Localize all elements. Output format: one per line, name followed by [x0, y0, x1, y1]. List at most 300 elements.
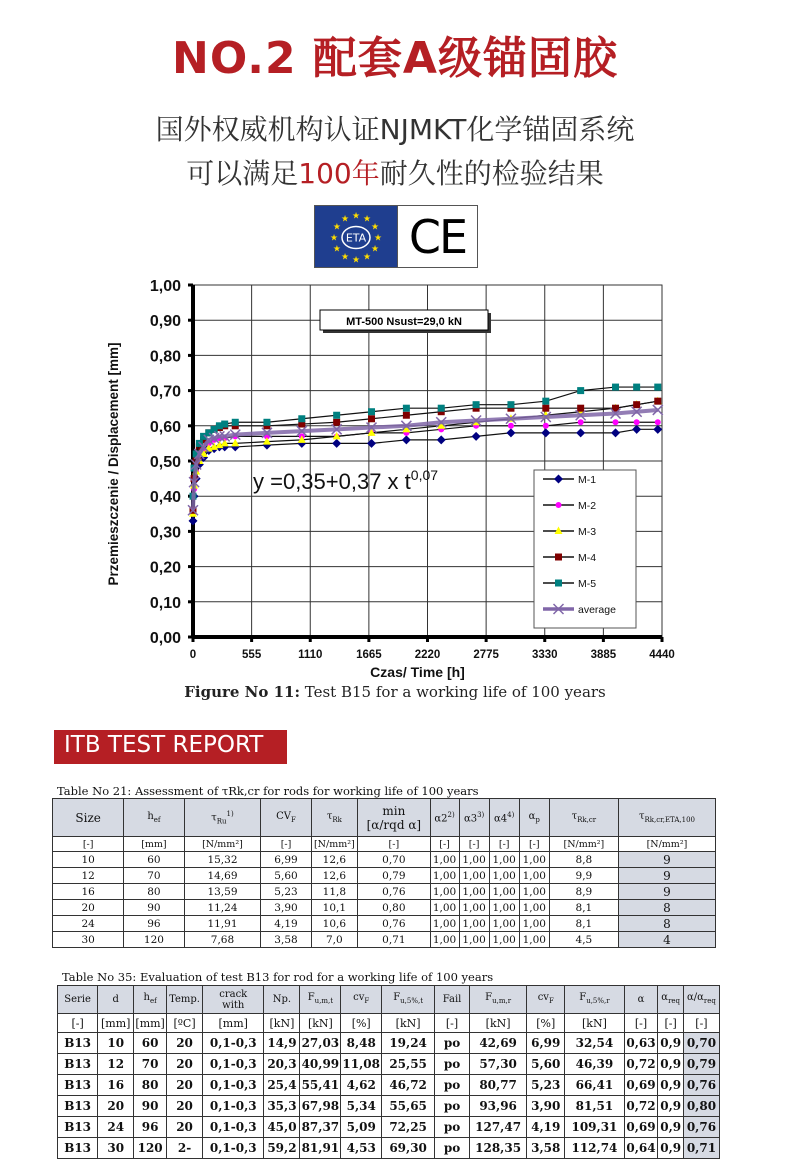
table21-caption: Table No 21: Assessment of τRk,cr for rods for working life of 100 years: [57, 784, 479, 798]
unit-cell: [N/mm²]: [618, 837, 715, 852]
unit-cell: [kN]: [565, 1014, 624, 1033]
table-cell: 9: [618, 852, 715, 868]
column-header: α2$^{2)}$: [430, 799, 459, 837]
table-cell: 1,00: [519, 852, 549, 868]
unit-cell: [-]: [430, 837, 459, 852]
table-cell: 20: [167, 1096, 203, 1117]
unit-cell: [%]: [341, 1014, 382, 1033]
table-cell: 127,47: [470, 1117, 527, 1138]
table-cell: po: [435, 1138, 470, 1159]
table-row: [53, 916, 716, 932]
chart-legend: [534, 470, 636, 628]
x-tick-label: 3330: [531, 649, 558, 661]
displacement-chart: [100, 270, 700, 710]
unit-cell: [%]: [527, 1014, 565, 1033]
table-cell: 12: [98, 1054, 134, 1075]
unit-cell: [-]: [489, 837, 519, 852]
fit-equation: y =0,35+0,37 x $t^{0,07}$: [253, 467, 439, 494]
table-cell: B13: [58, 1117, 98, 1138]
x-tick-label: 2775: [473, 649, 499, 661]
table-cell: 16: [53, 884, 124, 900]
column-header: $\alpha_p$: [519, 799, 549, 837]
table-cell: 1,00: [430, 900, 459, 916]
table-cell: 35,3: [264, 1096, 300, 1117]
table-cell: 32,54: [565, 1033, 624, 1054]
table-row: [58, 1033, 720, 1054]
column-header: Np.: [264, 986, 300, 1014]
table-cell: 11,24: [184, 900, 261, 916]
table-cell: 24: [98, 1117, 134, 1138]
table-cell: 3,90: [527, 1096, 565, 1117]
table-cell: 8: [618, 916, 715, 932]
legend-label: M-4: [578, 552, 597, 564]
table-cell: B13: [58, 1075, 98, 1096]
table-cell: po: [435, 1096, 470, 1117]
table-cell: 0,80: [358, 900, 430, 916]
y-tick-label: 0,10: [149, 594, 181, 612]
table-cell: 15,32: [184, 852, 261, 868]
table-cell: 1,00: [430, 932, 459, 948]
table-cell: 120: [124, 932, 184, 948]
table-cell: 0,76: [683, 1075, 719, 1096]
table-cell: 1,00: [519, 932, 549, 948]
table-cell: 87,37: [300, 1117, 341, 1138]
table-cell: 0,9: [658, 1096, 683, 1117]
table-cell: 5,60: [261, 868, 311, 884]
table-cell: 0,79: [358, 868, 430, 884]
table-cell: 3,90: [261, 900, 311, 916]
table-cell: 67,98: [300, 1096, 341, 1117]
figure-caption: [0, 683, 790, 701]
y-axis-label: Przemieszczenie / Displacement [mm]: [106, 342, 121, 586]
table-cell: po: [435, 1075, 470, 1096]
unit-cell: [-]: [58, 1014, 98, 1033]
page-title: NO.2 配套A级锚固胶: [172, 33, 618, 84]
column-header: $\tau_{Rk}$: [311, 799, 358, 837]
unit-cell: [N/mm²]: [184, 837, 261, 852]
chart-title: MT-500 Nsust=29,0 kN: [346, 316, 462, 328]
table35-caption: Table No 35: Evaluation of test B13 for rod for a working life of 100 years: [62, 970, 494, 984]
y-tick-label: 0,90: [149, 313, 181, 331]
column-header: $h_{ef}$: [134, 986, 167, 1014]
table-row: [58, 1138, 720, 1159]
table-cell: 55,65: [382, 1096, 435, 1117]
table-cell: 1,00: [489, 916, 519, 932]
table-cell: 3,58: [527, 1138, 565, 1159]
x-axis-label: Czas/ Time [h]: [370, 664, 465, 680]
table-cell: 8,9: [549, 884, 618, 900]
table-cell: 70: [124, 868, 184, 884]
figure-caption-text: Test B15 for a working life of 100 years: [300, 683, 606, 701]
y-tick-label: 0,20: [149, 559, 181, 577]
table-cell: 5,09: [341, 1117, 382, 1138]
table-cell: 25,55: [382, 1054, 435, 1075]
table-row: [53, 884, 716, 900]
star-icon: ★: [362, 252, 372, 263]
table-cell: 0,9: [658, 1033, 683, 1054]
y-tick-label: 0,60: [149, 418, 181, 436]
eta-label: ETA: [345, 231, 367, 245]
table-cell: 93,96: [470, 1096, 527, 1117]
column-header: Temp.: [167, 986, 203, 1014]
table-cell: 0,9: [658, 1117, 683, 1138]
star-icon: ★: [332, 244, 341, 255]
table-cell: 12: [53, 868, 124, 884]
table-cell: 1,00: [519, 868, 549, 884]
table-row: [58, 1117, 720, 1138]
table-cell: 0,1-0,3: [203, 1054, 264, 1075]
star-icon: ★: [371, 244, 380, 255]
table-cell: 20: [167, 1117, 203, 1138]
table-cell: 12,6: [311, 868, 358, 884]
table-cell: 1,00: [519, 900, 549, 916]
table-row: [53, 900, 716, 916]
column-header: $\tau_{Rk,cr}$: [549, 799, 618, 837]
table-cell: 30: [98, 1138, 134, 1159]
table-cell: 0,64: [624, 1138, 658, 1159]
table-cell: 5,23: [261, 884, 311, 900]
table-cell: 0,72: [624, 1096, 658, 1117]
table-cell: 0,71: [683, 1138, 719, 1159]
table-cell: 10: [53, 852, 124, 868]
column-header: $cv_F$: [341, 986, 382, 1014]
table-cell: 30: [53, 932, 124, 948]
legend-label: M-3: [578, 526, 597, 538]
table-cell: 20: [167, 1033, 203, 1054]
table-cell: 1,00: [430, 852, 459, 868]
table-cell: 4,19: [261, 916, 311, 932]
column-header: $F_{u,m,r}$: [470, 986, 527, 1014]
column-header: d: [98, 986, 134, 1014]
unit-cell: [kN]: [382, 1014, 435, 1033]
figure-caption-label: Figure No 11:: [184, 683, 300, 701]
table-cell: 9: [618, 868, 715, 884]
table-cell: 20: [167, 1075, 203, 1096]
table-cell: 96: [124, 916, 184, 932]
column-header: Serie: [58, 986, 98, 1014]
table-cell: 8,1: [549, 900, 618, 916]
table-cell: B13: [58, 1054, 98, 1075]
table-cell: 0,71: [358, 932, 430, 948]
table-cell: 1,00: [430, 868, 459, 884]
table-cell: 128,35: [470, 1138, 527, 1159]
column-header: $F_{u,m,t}$: [300, 986, 341, 1014]
y-tick-label: 0,00: [149, 630, 181, 647]
table-cell: 1,00: [519, 884, 549, 900]
table-cell: 42,69: [470, 1033, 527, 1054]
table-cell: 14,69: [184, 868, 261, 884]
table-cell: 0,76: [683, 1117, 719, 1138]
star-icon: ★: [340, 252, 350, 263]
table-cell: 90: [124, 900, 184, 916]
table-cell: 8,1: [549, 916, 618, 932]
column-header: α4$^{4)}$: [489, 799, 519, 837]
unit-cell: [-]: [683, 1014, 719, 1033]
units-row: [58, 1014, 720, 1033]
subtitle-text: 耐久性的检验结果: [379, 157, 604, 190]
x-tick-label: 4440: [649, 649, 675, 661]
table-cell: 80: [124, 884, 184, 900]
column-header: min [α/rqd α]: [358, 799, 430, 837]
y-tick-label: 1,00: [149, 278, 181, 295]
section-badge: ITB TEST REPORT: [54, 730, 287, 764]
unit-cell: [-]: [658, 1014, 683, 1033]
unit-cell: [mm]: [124, 837, 184, 852]
table-cell: 4: [618, 932, 715, 948]
table-35: [57, 985, 720, 1159]
table-cell: 66,41: [565, 1075, 624, 1096]
table-cell: 6,99: [527, 1033, 565, 1054]
subtitle-line-1: 国外权威机构认证NJMKT化学锚固系统: [155, 113, 635, 146]
table-cell: 11,91: [184, 916, 261, 932]
table-cell: 16: [98, 1075, 134, 1096]
table-cell: 20: [53, 900, 124, 916]
table-cell: 109,31: [565, 1117, 624, 1138]
table-cell: 8,48: [341, 1033, 382, 1054]
column-header: Size: [53, 799, 124, 837]
subtitle-highlight: 100年: [298, 157, 380, 190]
unit-cell: [-]: [459, 837, 489, 852]
unit-cell: [-]: [624, 1014, 658, 1033]
table-cell: 0,9: [658, 1138, 683, 1159]
unit-cell: [kN]: [264, 1014, 300, 1033]
table-cell: B13: [58, 1033, 98, 1054]
table-cell: 1,00: [430, 916, 459, 932]
table-cell: 0,1-0,3: [203, 1075, 264, 1096]
x-tick-label: 555: [242, 649, 262, 661]
table-cell: 45,0: [264, 1117, 300, 1138]
column-header: $F_{u,5\%,t}$: [382, 986, 435, 1014]
table-cell: 70: [134, 1054, 167, 1075]
table-cell: 0,1-0,3: [203, 1096, 264, 1117]
table-cell: 0,9: [658, 1054, 683, 1075]
table-cell: 80: [134, 1075, 167, 1096]
legend-label: M-2: [578, 500, 597, 512]
table-cell: 25,4: [264, 1075, 300, 1096]
table-cell: 0,76: [358, 884, 430, 900]
table-cell: 13,59: [184, 884, 261, 900]
table-cell: 3,58: [261, 932, 311, 948]
table-row: [53, 852, 716, 868]
table-cell: 7,0: [311, 932, 358, 948]
column-header: $F_{u,5\%,r}$: [565, 986, 624, 1014]
table-cell: po: [435, 1117, 470, 1138]
column-header: Fail: [435, 986, 470, 1014]
eta-logo-icon: [315, 206, 397, 267]
table-cell: 69,30: [382, 1138, 435, 1159]
star-icon: ★: [351, 211, 361, 222]
table-cell: 1,00: [519, 916, 549, 932]
table-cell: 96: [134, 1117, 167, 1138]
table-cell: po: [435, 1033, 470, 1054]
table-cell: 90: [134, 1096, 167, 1117]
table-cell: 5,23: [527, 1075, 565, 1096]
unit-cell: [mm]: [98, 1014, 134, 1033]
y-tick-label: 0,50: [149, 454, 181, 471]
table-cell: 20: [167, 1054, 203, 1075]
table-cell: 81,51: [565, 1096, 624, 1117]
table-cell: 10,6: [311, 916, 358, 932]
table-cell: 0,1-0,3: [203, 1033, 264, 1054]
column-header: crack with: [203, 986, 264, 1014]
table-cell: 1,00: [459, 900, 489, 916]
table-cell: 12,6: [311, 852, 358, 868]
table-row: [53, 932, 716, 948]
column-header: $CV_F$: [261, 799, 311, 837]
table-cell: 0,70: [683, 1033, 719, 1054]
table-cell: 5,34: [341, 1096, 382, 1117]
table-row: [53, 868, 716, 884]
table-cell: 20: [98, 1096, 134, 1117]
unit-cell: [ºC]: [167, 1014, 203, 1033]
units-row: [53, 837, 716, 852]
table-cell: 57,30: [470, 1054, 527, 1075]
table-cell: B13: [58, 1138, 98, 1159]
table-cell: 9: [618, 884, 715, 900]
column-header: α3$^{3)}$: [459, 799, 489, 837]
table-cell: 19,24: [382, 1033, 435, 1054]
table-cell: 10: [98, 1033, 134, 1054]
table-cell: 4,19: [527, 1117, 565, 1138]
x-tick-label: 1110: [298, 649, 323, 661]
legend-label: M-1: [578, 474, 597, 486]
table-cell: 0,79: [683, 1054, 719, 1075]
y-tick-label: 0,80: [149, 348, 181, 366]
unit-cell: [-]: [53, 837, 124, 852]
table-cell: 11,08: [341, 1054, 382, 1075]
table-cell: 7,68: [184, 932, 261, 948]
star-icon: ★: [371, 222, 380, 233]
table-cell: 46,39: [565, 1054, 624, 1075]
table-cell: 59,2: [264, 1138, 300, 1159]
table-cell: po: [435, 1054, 470, 1075]
table-cell: 0,69: [624, 1075, 658, 1096]
table-cell: 1,00: [459, 932, 489, 948]
unit-cell: [-]: [358, 837, 430, 852]
table-cell: 81,91: [300, 1138, 341, 1159]
table-cell: 120: [134, 1138, 167, 1159]
unit-cell: [kN]: [300, 1014, 341, 1033]
star-icon: ★: [332, 222, 341, 233]
ce-mark-icon: CE: [397, 206, 477, 267]
column-header: $\tau_{Ru}^{1)}$: [184, 799, 261, 837]
column-header: α: [624, 986, 658, 1014]
table-cell: 2-: [167, 1138, 203, 1159]
table-cell: 0,76: [358, 916, 430, 932]
table-cell: 1,00: [489, 884, 519, 900]
table-cell: 0,63: [624, 1033, 658, 1054]
table-row: [58, 1054, 720, 1075]
table-cell: 112,74: [565, 1138, 624, 1159]
y-tick-label: 0,70: [149, 383, 181, 401]
table-cell: 55,41: [300, 1075, 341, 1096]
x-tick-label: 1665: [356, 649, 382, 661]
column-header: $\alpha/\alpha_{req}$: [683, 986, 719, 1014]
star-icon: ★: [362, 214, 372, 225]
table-cell: 0,1-0,3: [203, 1138, 264, 1159]
x-tick-label: 0: [189, 649, 197, 661]
table-cell: 80,77: [470, 1075, 527, 1096]
table-cell: 11,8: [311, 884, 358, 900]
table-cell: 1,00: [489, 900, 519, 916]
y-tick-label: 0,30: [149, 524, 181, 542]
unit-cell: [kN]: [470, 1014, 527, 1033]
table-21: [52, 798, 716, 948]
table-cell: 72,25: [382, 1117, 435, 1138]
table-cell: 0,80: [683, 1096, 719, 1117]
table-cell: 46,72: [382, 1075, 435, 1096]
table-cell: 1,00: [430, 884, 459, 900]
table-cell: 1,00: [459, 868, 489, 884]
table-cell: 4,53: [341, 1138, 382, 1159]
star-icon: ★: [340, 214, 350, 225]
unit-cell: [mm]: [203, 1014, 264, 1033]
table-cell: 1,00: [459, 916, 489, 932]
unit-cell: [N/mm²]: [549, 837, 618, 852]
star-icon: ★: [373, 233, 383, 244]
table-cell: 40,99: [300, 1054, 341, 1075]
x-tick-label: 3885: [590, 649, 617, 661]
legend-label: average: [578, 604, 616, 616]
table-cell: 1,00: [489, 852, 519, 868]
table-cell: 27,03: [300, 1033, 341, 1054]
table-cell: 0,72: [624, 1054, 658, 1075]
subtitle-line-2: [0, 152, 790, 192]
table-cell: 0,9: [658, 1075, 683, 1096]
column-header: $\alpha_{req}$: [658, 986, 683, 1014]
table-cell: 10,1: [311, 900, 358, 916]
table-cell: 1,00: [459, 852, 489, 868]
x-tick-label: 2220: [414, 649, 441, 661]
column-header: $cv_F$: [527, 986, 565, 1014]
table-cell: 1,00: [459, 884, 489, 900]
certification-logos: [314, 205, 478, 268]
unit-cell: [N/mm²]: [311, 837, 358, 852]
table-cell: 0,1-0,3: [203, 1117, 264, 1138]
table-row: [58, 1075, 720, 1096]
unit-cell: [mm]: [134, 1014, 167, 1033]
table-cell: 9,9: [549, 868, 618, 884]
unit-cell: [-]: [435, 1014, 470, 1033]
y-tick-label: 0,40: [149, 489, 181, 507]
star-icon: ★: [351, 255, 361, 266]
column-header: $h_{ef}$: [124, 799, 184, 837]
table-cell: 4,62: [341, 1075, 382, 1096]
table-cell: 1,00: [489, 932, 519, 948]
unit-cell: [-]: [519, 837, 549, 852]
table-cell: 24: [53, 916, 124, 932]
table-cell: 6,99: [261, 852, 311, 868]
legend-label: M-5: [578, 578, 597, 590]
table-cell: 0,69: [624, 1117, 658, 1138]
table-cell: 14,9: [264, 1033, 300, 1054]
table-cell: 8: [618, 900, 715, 916]
unit-cell: [-]: [261, 837, 311, 852]
table-cell: 60: [134, 1033, 167, 1054]
table-cell: 5,60: [527, 1054, 565, 1075]
table-cell: 8,8: [549, 852, 618, 868]
table-cell: 1,00: [489, 868, 519, 884]
table-cell: 60: [124, 852, 184, 868]
star-icon: ★: [329, 233, 339, 244]
subtitle-text: 可以满足: [186, 157, 299, 190]
table-cell: 20,3: [264, 1054, 300, 1075]
table-cell: B13: [58, 1096, 98, 1117]
column-header: $\tau_{Rk,cr,ETA,100}$: [618, 799, 715, 837]
table-cell: 0,70: [358, 852, 430, 868]
table-cell: 4,5: [549, 932, 618, 948]
table-row: [58, 1096, 720, 1117]
